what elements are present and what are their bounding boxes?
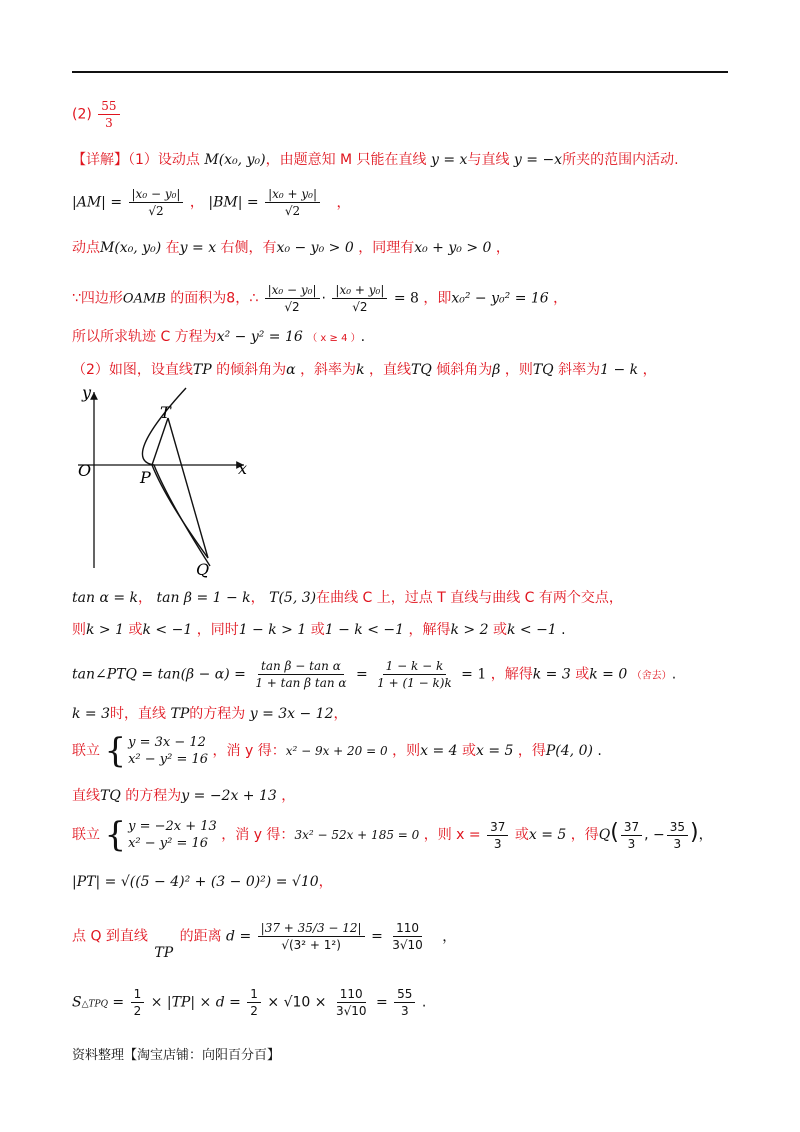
label-t: T bbox=[160, 403, 171, 422]
k3-line: k = 3时，直线 TP的方程为 y = 3x − 12， bbox=[72, 706, 348, 722]
tq-equation-line: 直线TQ 的方程为y = −2x + 13 ， bbox=[72, 788, 296, 804]
footer-text: 资料整理【淘宝店铺：向阳百分百】 bbox=[72, 1048, 281, 1063]
label-y: y bbox=[82, 383, 92, 402]
line-tq bbox=[168, 418, 208, 558]
tan-line: tan α = k， tan β = 1 − k， T(5, 3)在曲线 C 上，过点 T 直线与曲线 C 有两个交点， bbox=[72, 590, 623, 606]
distance-line: |AM| = $\frac{\text{|x₀ − y₀|}}{√2}$ ， |BM| = $\frac{\text{|x₀ + y₀|}}{√2}$ ， bbox=[72, 187, 351, 218]
hyperbola-curve bbox=[142, 388, 210, 566]
slope-condition-line: 则k > 1 或k < −1 ，同时1 − k > 1 或1 − k < −1 ，解得k > 2 或k < −1 . bbox=[72, 622, 566, 638]
distance-q-line: 点 Q 到直线 TP 的距离 d = $\frac{|37 + 35/3 - 12|}{\text{√(3² + 1²)}}$ = $\frac{110}{3√10}$ ， bbox=[72, 921, 457, 961]
trajectory-line: 所以所求轨迹 C 方程为x² − y² = 16 （ x ≥ 4 ）. bbox=[72, 329, 366, 345]
system1-line: 联立 { y = 3x − 12 x² − y² = 16 ，消 y 得：x² − 9x + 20 = 0 ，则x = 4 或x = 5 ，得P(4, 0) . bbox=[72, 731, 602, 771]
line-tp bbox=[152, 418, 168, 465]
part2-intro: （2）如图，设直线TP 的倾斜角为α ，斜率为k ，直线TQ 倾斜角为β ，则TQ 斜率为1 − k ， bbox=[72, 362, 657, 378]
label-p: P bbox=[140, 468, 151, 487]
area-line: ∵四边形OAMB 的面积为8，∴ $\frac{\text{|x₀ − y₀|}}{√2}$ · $\frac{\text{|x₀ + y₀|}}{√2}$ = 8 ，即x₀² − y₀² = 16 ， bbox=[72, 283, 568, 314]
detail-line: 【详解】（1）设动点 M(x₀, y₀)，由题意知 M 只能在直线 y = x与直线 y = −x所夹的范围内活动. bbox=[72, 152, 679, 168]
system2-line: 联立 { y = −2x + 13 x² − y² = 16 ，消 y 得：3x² − 52x + 185 = 0 ，则 x = $\frac{37}{3}$ 或x = 5 ，得Q( $\frac{37}{3}$ , − $\frac{35}{3}$ )， bbox=[72, 815, 713, 855]
right-side-line: 动点M(x₀, y₀) 在y = x 右侧，有x₀ − y₀ > 0 ，同理有x₀ + y₀ > 0 ， bbox=[72, 240, 510, 256]
pt-length-line: |PT| = √((5 − 4)² + (3 − 0)²) = √10， bbox=[72, 874, 333, 890]
header-rule bbox=[72, 71, 728, 73]
answer-fraction: $\frac{55}{3}$ bbox=[98, 98, 119, 131]
answer-label: (2) bbox=[72, 106, 92, 123]
label-o: O bbox=[78, 461, 92, 480]
label-x: x bbox=[238, 459, 248, 478]
part2-answer bbox=[72, 98, 122, 131]
triangle-area-line: S△TPQ = $\frac{1}{2}$ × |TP| × d = $\frac{1}{2}$ × √10 × $\frac{110}{3√10}$ = $\frac{55}{3}$ . bbox=[72, 987, 427, 1018]
label-q: Q bbox=[196, 560, 210, 579]
angle-line: tan∠PTQ = tan(β − α) = $\frac{\text{tan β − tan α}}{\text{1 + tan β tan α}}$ = $\frac{1 - k - k}{1 + (1 - k)k}$ = 1 ，解得k = 3 或k = 0 （舍去）. bbox=[72, 659, 677, 690]
hyperbola-figure bbox=[68, 380, 268, 580]
